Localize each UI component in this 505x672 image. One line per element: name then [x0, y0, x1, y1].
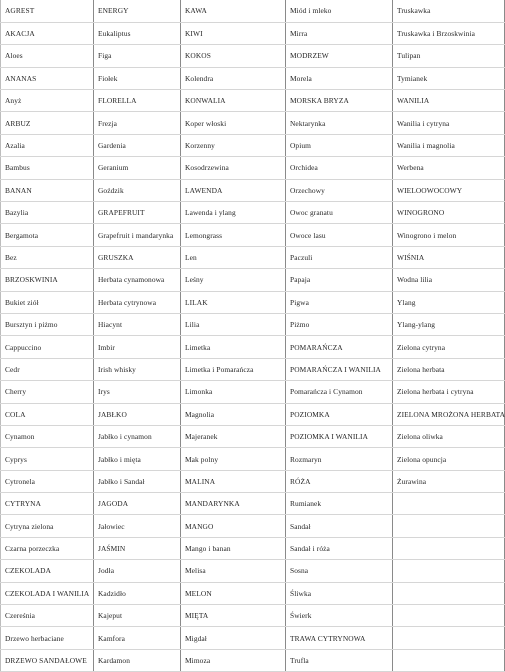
table-cell: KAWA [181, 0, 286, 22]
table-cell: Rumianek [286, 493, 393, 515]
table-row [1, 313, 505, 335]
table-cell: Cyprys [1, 448, 94, 470]
table-cell [393, 627, 505, 649]
table-cell [393, 560, 505, 582]
table-cell: AKACJA [1, 22, 94, 44]
table-cell: MALINA [181, 470, 286, 492]
table-row [1, 582, 505, 604]
table-cell: Leśny [181, 269, 286, 291]
table-cell: Bergamota [1, 224, 94, 246]
table-row [1, 493, 505, 515]
table-row [1, 112, 505, 134]
table-cell: Tulipan [393, 45, 505, 67]
table-cell: TRAWA CYTRYNOWA [286, 627, 393, 649]
table-cell: WANILIA [393, 90, 505, 112]
table-cell: Geranium [94, 157, 181, 179]
table-row [1, 470, 505, 492]
table-cell: Lemongrass [181, 224, 286, 246]
table-cell: POMARAŃCZA [286, 336, 393, 358]
table-cell: BRZOSKWINIA [1, 269, 94, 291]
table-cell: Mirra [286, 22, 393, 44]
table-row [1, 537, 505, 559]
table-cell: Zielona herbata i cytryna [393, 381, 505, 403]
table-cell [393, 537, 505, 559]
table-cell: Miód i mleko [286, 0, 393, 22]
table-cell: Orchidea [286, 157, 393, 179]
table-cell: Fiołek [94, 67, 181, 89]
table-cell: Kamfora [94, 627, 181, 649]
table-cell: Truskawka i Brzoskwinia [393, 22, 505, 44]
fragrance-table-body [1, 0, 505, 672]
table-cell: WINOGRONO [393, 202, 505, 224]
table-cell: Mango i banan [181, 537, 286, 559]
table-cell: Opium [286, 134, 393, 156]
table-cell: Papaja [286, 269, 393, 291]
table-cell: Jabłko i cynamon [94, 425, 181, 447]
table-row [1, 649, 505, 671]
table-cell: Sosna [286, 560, 393, 582]
table-row [1, 90, 505, 112]
table-cell: CZEKOLADA [1, 560, 94, 582]
table-cell: Limonka [181, 381, 286, 403]
table-cell [393, 649, 505, 671]
table-cell: Piżmo [286, 313, 393, 335]
table-cell: LAWENDA [181, 179, 286, 201]
table-cell: Świerk [286, 605, 393, 627]
table-row [1, 67, 505, 89]
table-cell: Owoce lasu [286, 224, 393, 246]
table-cell: Tymianek [393, 67, 505, 89]
table-row [1, 246, 505, 268]
table-cell: CYTRYNA [1, 493, 94, 515]
table-cell: KOKOS [181, 45, 286, 67]
table-cell: Pigwa [286, 291, 393, 313]
table-row [1, 291, 505, 313]
table-cell: WIELOOWOCOWY [393, 179, 505, 201]
table-cell: Anyż [1, 90, 94, 112]
table-cell: ANANAS [1, 67, 94, 89]
table-cell: Jabłko i Sandał [94, 470, 181, 492]
table-cell: Kardamon [94, 649, 181, 671]
table-cell: FLORELLA [94, 90, 181, 112]
table-cell: Hiacynt [94, 313, 181, 335]
table-cell: Limetka i Pomarańcza [181, 358, 286, 380]
table-cell: Lawenda i ylang [181, 202, 286, 224]
table-cell: Kadzidło [94, 582, 181, 604]
table-cell: Bez [1, 246, 94, 268]
table-cell: Azalia [1, 134, 94, 156]
table-cell: Aloes [1, 45, 94, 67]
table-row [1, 269, 505, 291]
table-cell: Nektarynka [286, 112, 393, 134]
table-cell: ARBUZ [1, 112, 94, 134]
table-row [1, 403, 505, 425]
table-cell: Truskawka [393, 0, 505, 22]
table-cell: MIĘTA [181, 605, 286, 627]
table-row [1, 515, 505, 537]
table-cell: Jodła [94, 560, 181, 582]
table-cell [393, 493, 505, 515]
table-cell: Żurawina [393, 470, 505, 492]
table-cell: LILAK [181, 291, 286, 313]
table-cell: Lilia [181, 313, 286, 335]
table-row [1, 224, 505, 246]
table-row [1, 179, 505, 201]
table-cell: DRZEWO SANDAŁOWE [1, 649, 94, 671]
table-cell: Zielona oliwka [393, 425, 505, 447]
table-cell: GRAPEFRUIT [94, 202, 181, 224]
table-cell: Owoc granatu [286, 202, 393, 224]
table-cell: Werbena [393, 157, 505, 179]
table-cell: Zielona herbata [393, 358, 505, 380]
table-cell: CZEKOLADA I WANILIA [1, 582, 94, 604]
table-cell: ENERGY [94, 0, 181, 22]
table-cell: Jałowiec [94, 515, 181, 537]
table-cell: BANAN [1, 179, 94, 201]
table-cell: Orzechowy [286, 179, 393, 201]
table-cell: Ylang [393, 291, 505, 313]
table-cell: Irys [94, 381, 181, 403]
table-cell: JAŚMIN [94, 537, 181, 559]
table-cell: Cappuccino [1, 336, 94, 358]
table-cell: Eukaliptus [94, 22, 181, 44]
table-cell: ZIELONA MROŻONA HERBATA [393, 403, 505, 425]
table-cell: Grapefruit i mandarynka [94, 224, 181, 246]
table-cell: Jabłko i mięta [94, 448, 181, 470]
table-cell: AGREST [1, 0, 94, 22]
table-row [1, 627, 505, 649]
table-cell: Mak polny [181, 448, 286, 470]
table-cell: Ylang-ylang [393, 313, 505, 335]
table-row [1, 134, 505, 156]
table-cell [393, 582, 505, 604]
table-cell: MANGO [181, 515, 286, 537]
table-cell: Paczuli [286, 246, 393, 268]
table-cell: Bambus [1, 157, 94, 179]
table-cell: POZIOMKA [286, 403, 393, 425]
table-cell: RÓŻA [286, 470, 393, 492]
table-cell: Zielona opuncja [393, 448, 505, 470]
table-cell: MORSKA BRYZA [286, 90, 393, 112]
table-cell: Frezja [94, 112, 181, 134]
table-cell: GRUSZKA [94, 246, 181, 268]
table-cell: Kajeput [94, 605, 181, 627]
table-cell: MELON [181, 582, 286, 604]
table-cell: MANDARYNKA [181, 493, 286, 515]
table-cell: Kosodrzewina [181, 157, 286, 179]
table-cell: Bursztyn i piżmo [1, 313, 94, 335]
table-cell: Korzenny [181, 134, 286, 156]
table-cell: Wodna lilia [393, 269, 505, 291]
table-row [1, 45, 505, 67]
table-cell: Trufla [286, 649, 393, 671]
table-cell: Bazylia [1, 202, 94, 224]
table-cell: Cytronela [1, 470, 94, 492]
table-cell: Morela [286, 67, 393, 89]
table-cell: COLA [1, 403, 94, 425]
table-cell: Koper włoski [181, 112, 286, 134]
table-cell: Gardenia [94, 134, 181, 156]
table-row [1, 381, 505, 403]
table-cell: Cedr [1, 358, 94, 380]
table-cell: KONWALIA [181, 90, 286, 112]
table-cell: Rozmaryn [286, 448, 393, 470]
table-cell: Migdał [181, 627, 286, 649]
table-cell: Kolendra [181, 67, 286, 89]
table-cell: Mimoza [181, 649, 286, 671]
table-cell: Zielona cytryna [393, 336, 505, 358]
table-row [1, 425, 505, 447]
table-cell: Cynamon [1, 425, 94, 447]
table-cell: Imbir [94, 336, 181, 358]
table-cell: Len [181, 246, 286, 268]
table-row [1, 157, 505, 179]
table-row [1, 336, 505, 358]
table-cell: MODRZEW [286, 45, 393, 67]
table-cell: KIWI [181, 22, 286, 44]
table-cell: Figa [94, 45, 181, 67]
table-row [1, 560, 505, 582]
table-cell: Herbata cynamonowa [94, 269, 181, 291]
table-cell: Irish whisky [94, 358, 181, 380]
table-cell: Sandał [286, 515, 393, 537]
table-cell: Sandał i róża [286, 537, 393, 559]
table-cell: Drzewo herbaciane [1, 627, 94, 649]
table-cell [393, 605, 505, 627]
table-row [1, 0, 505, 22]
table-cell: Czereśnia [1, 605, 94, 627]
table-row [1, 22, 505, 44]
table-cell: Cherry [1, 381, 94, 403]
table-cell: JAGODA [94, 493, 181, 515]
table-row [1, 358, 505, 380]
table-cell: Wanilia i magnolia [393, 134, 505, 156]
table-row [1, 448, 505, 470]
table-cell: Herbata cytrynowa [94, 291, 181, 313]
table-cell: Goździk [94, 179, 181, 201]
table-cell: JABŁKO [94, 403, 181, 425]
table-cell: Cytryna zielona [1, 515, 94, 537]
table-cell: Winogrono i melon [393, 224, 505, 246]
table-cell: Wanilia i cytryna [393, 112, 505, 134]
table-cell: Limetka [181, 336, 286, 358]
table-cell: POMARAŃCZA I WANILIA [286, 358, 393, 380]
table-cell: Śliwka [286, 582, 393, 604]
table-cell: Melisa [181, 560, 286, 582]
table-row [1, 605, 505, 627]
table-cell: POZIOMKA I WANILIA [286, 425, 393, 447]
table-cell [393, 515, 505, 537]
table-cell: Bukiet ziół [1, 291, 94, 313]
table-cell: Majeranek [181, 425, 286, 447]
table-cell: WIŚNIA [393, 246, 505, 268]
table-cell: Magnolia [181, 403, 286, 425]
table-cell: Pomarańcza i Cynamon [286, 381, 393, 403]
table-cell: Czarna porzeczka [1, 537, 94, 559]
table-row [1, 202, 505, 224]
